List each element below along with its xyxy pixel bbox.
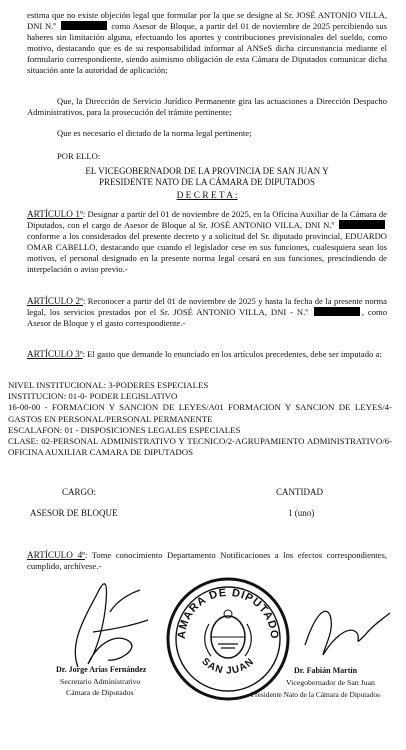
redacted-dni (61, 21, 107, 30)
considerando-norma: Que es necesario el dictado de la norma legal pertinente; (57, 128, 252, 138)
intro-text-1: estima que no existe objeción legal que formular por la que se designe al Sr. JOSÉ ANTONIO VILLA, DNI N.º (27, 10, 387, 31)
imputacion-line: ESCALAFON: 01 - DISPOSICIONES LEGALES ESPECIALES (8, 424, 241, 435)
seal-top-text: CAMARA DE DIPUTADOS (158, 565, 281, 641)
cantidad-value: 1 (uno) (288, 508, 315, 518)
signature-right-name: Dr. Fabián Martín (294, 666, 358, 675)
signature-right-title-1: Vicegobernador de San Juan (286, 678, 375, 687)
signature-left-name: Dr. Jorge Arias Fernández (56, 665, 147, 674)
article-3: ARTÍCULO 3º: El gasto que demande lo enunciado en los artículos precedentes, debe ser imputado a: (27, 349, 382, 359)
intro-text-2: como Asesor de Bloque, a partir del 01 de noviembre de 2025 percibiendo sus haberes sin limitación alguna, efectuando los aportes y contribuciones previsionales del sueldo, como motivo, destacando que es de su responsabilidad informar al ANSeS dicha circunstancia mediante el formulario correspondiente, siendo asimismo obligación de esta Cámara de Diputados comunicar dicha situación ante la autoridad de aplicación; (27, 21, 387, 75)
authority-line-1: EL VICEGOBERNADOR DE LA PROVINCIA DE SAN JUAN Y (85, 166, 329, 176)
coat-of-arms-icon (205, 610, 252, 658)
intro-paragraph (27, 10, 387, 76)
por-ello: POR ELLO: (57, 151, 101, 161)
signature-right-title-2: Presidente Nato de la Cámara de Diputados (251, 690, 380, 699)
article-3-label: ARTÍCULO 3º (27, 349, 83, 359)
redacted-dni (339, 220, 385, 229)
signature-right-scribble (295, 585, 395, 675)
considerando-servicio-juridico: Que, la Dirección de Servicio Jurídico Permanente gira las actuaciones a Dirección Despacho Administrativos, para la prosecución del trámite pertinente; (27, 96, 387, 117)
imputacion-line: INSTITUCION: 01-0- PODER LEGISLATIVO (8, 391, 178, 402)
seal-bottom-text: SAN JUAN (199, 656, 257, 677)
article-2: ARTÍCULO 2º: Reconocer a partir del 01 de noviembre de 2025 y hasta la fecha de la presente norma legal, los servicios prestados por el Sr. JOSÉ ANTONIO VILLA, DNI - N.º , como Asesor de Bloque y el gasto correspondiente.- (27, 296, 387, 328)
official-seal (158, 565, 293, 704)
imputacion-line: NIVEL INSTITUCIONAL: 3-PODERES ESPECIALES (8, 380, 209, 390)
cantidad-header: CANTIDAD (276, 487, 323, 497)
article-2-label: ARTÍCULO 2º (27, 296, 83, 306)
signature-left-title-2: Cámara de Diputados (66, 688, 134, 697)
imputacion-line: 16-00-00 - FORMACION Y SANCION DE LEYES/A01 FORMACION Y SANCION DE LEYES/4-GASTOS EN PERSONAL/PERSONAL PERMANENTE (8, 402, 392, 424)
imputacion-block (8, 380, 392, 458)
article-4-label: ARTÍCULO 4º (27, 550, 86, 560)
redacted-dni (314, 307, 360, 316)
article-1: ARTÍCULO 1º: Designar a partir del 01 de noviembre de 2025, en la Oficina Auxiliar de la Cámara de Diputados, con el cargo de Asesor de Bloque al Sr. JOSÉ ANTONIO VILLA, DNI N.º conforme a los considerados del presente decreto y a solicitud del Sr. diputado provincial, EDUARDO OMAR CABELLO, destacando que cuando el legislador cese en sus funciones, cualesquiera sean los motivos, el personal designado en la presente norma legal cesará en sus funciones, prescindiendo de interpelación o aviso previo.- (27, 209, 387, 274)
signature-left-title-1: Secretario Administrativo (60, 677, 141, 686)
cargo-header: CARGO: (62, 487, 97, 497)
article-1-label: ARTÍCULO 1º (27, 209, 83, 219)
cargo-value: ASESOR DE BLOQUE (30, 508, 118, 518)
authority-line-2: PRESIDENTE NATO DE LA CÁMARA DE DIPUTADOS (98, 177, 316, 187)
decreta-heading: D E C R E T A : (176, 191, 238, 201)
imputacion-line: CLASE: 02-PERSONAL ADMINISTRATIVO Y TECNICO/2-AGRUPAMIENTO ADMINISTRATIVO/6-OFICINA AUXILIAR CAMARA DE DIPUTADOS (8, 436, 392, 458)
article-4: ARTÍCULO 4º: Tome conocimiento Departamento Notificaciones a los efectos correspondientes, cumplido, archívese.- (27, 550, 387, 571)
